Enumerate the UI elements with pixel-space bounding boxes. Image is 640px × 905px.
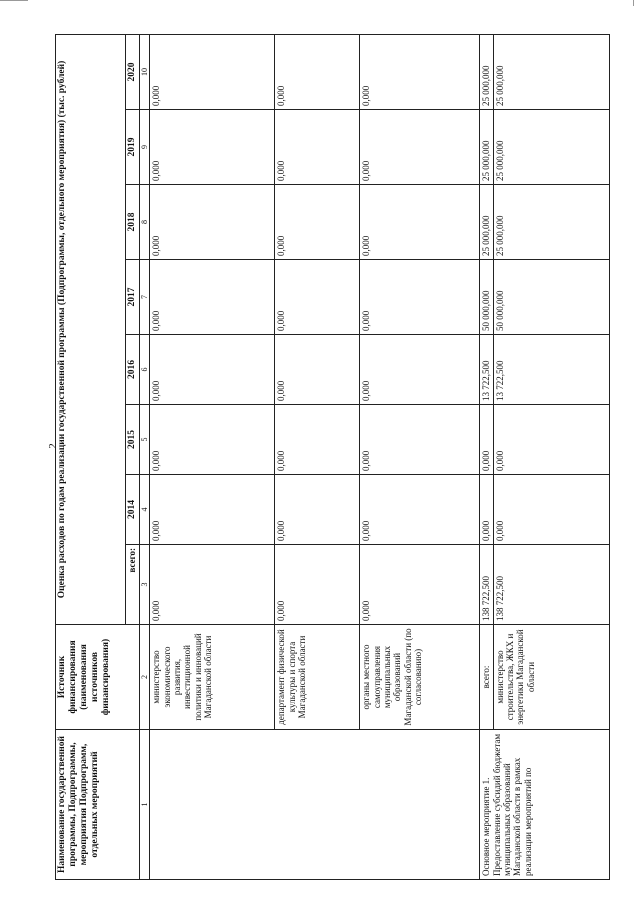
column-index-row (140, 34, 150, 879)
row-name-cell: Основное мероприятие 1. Предоставление субсидий бюджетам муниципальных образований Магаданской области в рамках реализации мероприятий по (480, 730, 610, 880)
header-year-2015: 2015 (126, 405, 140, 475)
header-total: всего: (126, 545, 140, 625)
value-cell: 0,000 (275, 110, 360, 185)
value-cell: 25 000,000 (493, 110, 609, 185)
row-source-cell: министерство строительства, ЖКХ и энергетики Магаданской области (493, 625, 609, 730)
index-cell: 9 (140, 110, 150, 185)
value-cell: 0,000 (360, 34, 480, 109)
row-name-cell (150, 730, 480, 880)
value-cell: 0,000 (275, 185, 360, 260)
budget-table (55, 34, 610, 880)
index-cell: 2 (140, 625, 150, 730)
value-cell: 25 000,000 (480, 110, 493, 185)
value-cell: 13 722,500 (480, 335, 493, 405)
header-name: Наименование государственной программы, Подпрограммы, мероприятия Подпрограмм, отдельных мероприятий (56, 730, 140, 880)
value-cell: 25 000,000 (493, 185, 609, 260)
index-cell: 10 (140, 34, 150, 109)
value-cell: 0,000 (150, 110, 275, 185)
header-estimate: Оценка расходов по годам реализации государственной программы (Подпрограммы, отдельного мероприятия) (тыс. рублей) (56, 34, 126, 624)
value-cell: 0,000 (275, 335, 360, 405)
value-cell: 138 722,500 (493, 545, 609, 625)
value-cell: 0,000 (360, 405, 480, 475)
row-source-cell: всего: (480, 625, 493, 730)
value-cell: 0,000 (150, 185, 275, 260)
value-cell: 0,000 (480, 475, 493, 545)
value-cell: 0,000 (360, 110, 480, 185)
value-cell: 0,000 (360, 545, 480, 625)
value-cell: 0,000 (360, 335, 480, 405)
value-cell: 25 000,000 (480, 185, 493, 260)
page-number: 2 (46, 443, 59, 449)
value-cell: 0,000 (150, 405, 275, 475)
value-cell: 0,000 (493, 405, 609, 475)
header-year-2017: 2017 (126, 260, 140, 335)
header-year-2019: 2019 (126, 110, 140, 185)
rotated-table-container (55, 35, 610, 880)
value-cell: 50 000,000 (493, 260, 609, 335)
value-cell: 0,000 (275, 545, 360, 625)
value-cell: 0,000 (360, 260, 480, 335)
value-cell: 138 722,500 (480, 545, 493, 625)
row-source-cell: департамент физической культуры и спорта Магаданской области (275, 625, 360, 730)
table-row (480, 34, 493, 879)
value-cell: 0,000 (150, 475, 275, 545)
header-source: Источник финансирования (наименования источников финансирования) (56, 625, 140, 730)
header-year-2014: 2014 (126, 475, 140, 545)
header-year-2018: 2018 (126, 185, 140, 260)
value-cell: 0,000 (150, 260, 275, 335)
value-cell: 0,000 (360, 185, 480, 260)
value-cell: 0,000 (150, 335, 275, 405)
scan-edge-mark (0, 0, 28, 1)
row-source-cell: органы местного самоуправления муниципальных образований Магаданской области (по согласованию) (360, 625, 480, 730)
index-cell: 5 (140, 405, 150, 475)
value-cell: 25 000,000 (480, 34, 493, 109)
value-cell: 0,000 (493, 475, 609, 545)
header-row-1 (56, 34, 126, 879)
value-cell: 25 000,000 (493, 34, 609, 109)
header-year-2020: 2020 (126, 34, 140, 109)
table-row (150, 34, 275, 879)
index-cell: 4 (140, 475, 150, 545)
value-cell: 0,000 (150, 545, 275, 625)
row-source-cell: министерство экономического развития, инвестиционной политики и инноваций Магаданской области (150, 625, 275, 730)
scan-corner-mark (633, 0, 640, 6)
index-cell: 1 (140, 730, 150, 880)
value-cell: 50 000,000 (480, 260, 493, 335)
header-year-2016: 2016 (126, 335, 140, 405)
value-cell: 0,000 (275, 260, 360, 335)
index-cell: 6 (140, 335, 150, 405)
value-cell: 0,000 (480, 405, 493, 475)
value-cell: 0,000 (275, 34, 360, 109)
value-cell: 0,000 (150, 34, 275, 109)
index-cell: 8 (140, 185, 150, 260)
index-cell: 3 (140, 545, 150, 625)
index-cell: 7 (140, 260, 150, 335)
value-cell: 13 722,500 (493, 335, 609, 405)
value-cell: 0,000 (275, 475, 360, 545)
value-cell: 0,000 (275, 405, 360, 475)
value-cell: 0,000 (360, 475, 480, 545)
